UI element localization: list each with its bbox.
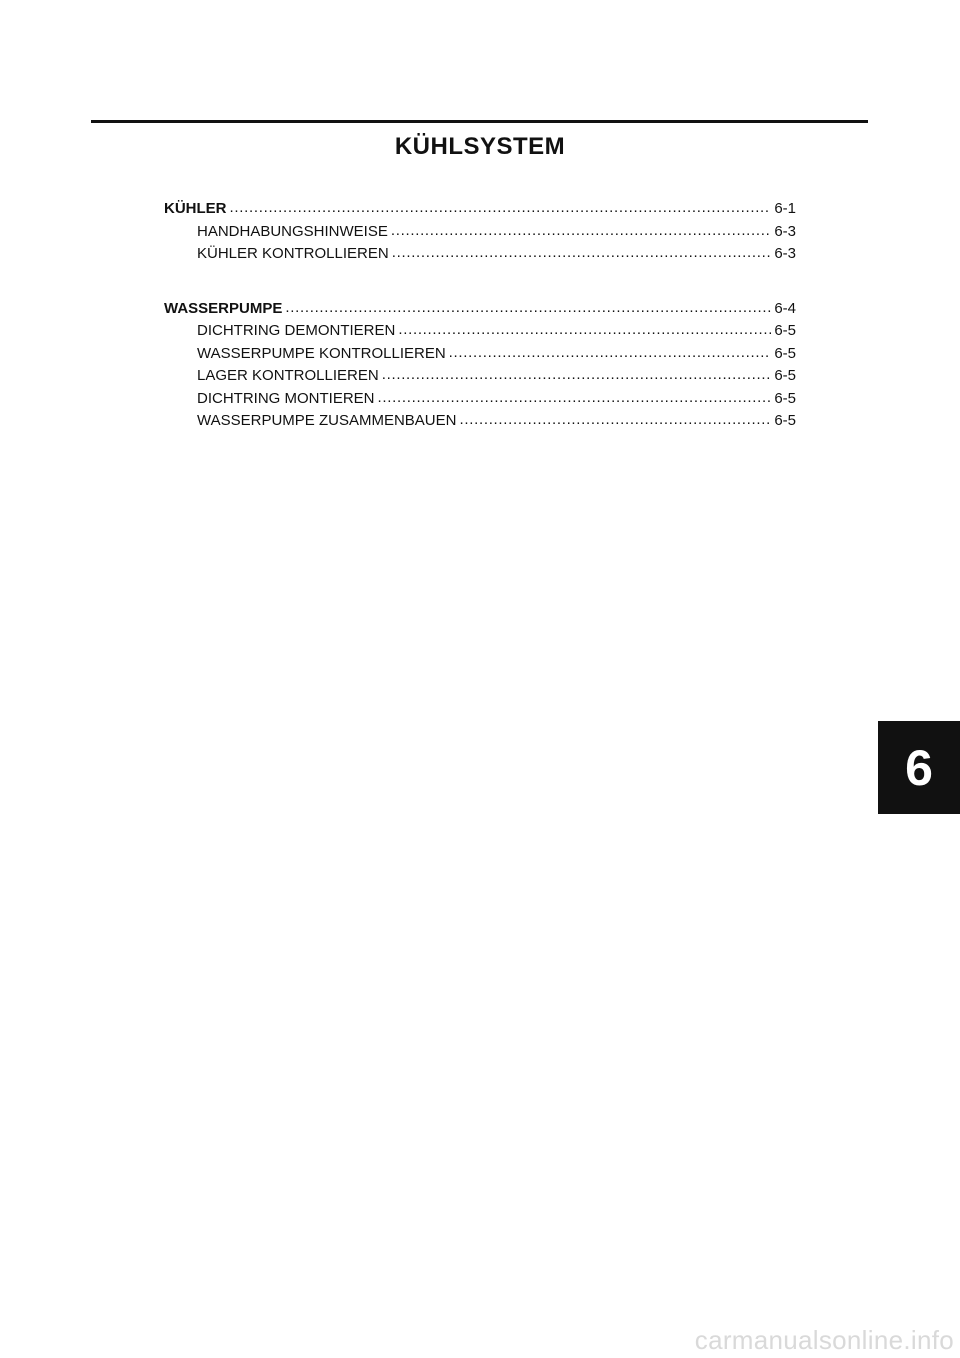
dot-leader [285, 297, 771, 320]
toc-entry-page: 6-5 [774, 412, 796, 429]
toc-entry-page: 6-3 [774, 222, 796, 240]
toc-section-kuehler [164, 198, 796, 266]
toc-entry-label: WASSERPUMPE [164, 299, 283, 317]
toc-section-wasserpumpe [164, 298, 796, 433]
dot-leader [382, 364, 772, 387]
dot-leader [398, 319, 771, 342]
toc-entry-page: 6-5 [774, 389, 796, 407]
toc-entry-page: 6-5 [774, 367, 796, 384]
dot-leader [230, 197, 772, 220]
header-rule [91, 120, 868, 123]
toc-entry-label: HANDHABUNGSHINWEISE [197, 222, 388, 240]
toc-entry-page: 6-1 [774, 200, 796, 217]
chapter-number: 6 [905, 739, 933, 796]
page-title: KÜHLSYSTEM [394, 133, 566, 160]
toc-entry-lager-kontrollieren[interactable] [164, 365, 796, 388]
dot-leader [391, 220, 771, 243]
table-of-contents [164, 198, 796, 433]
toc-entry-dichtring-montieren[interactable] [164, 388, 796, 411]
toc-entry-label: WASSERPUMPE KONTROLLIEREN [197, 344, 446, 362]
toc-entry-wasserpumpe-zusammenbauen[interactable] [164, 410, 796, 433]
toc-entry-label: LAGER KONTROLLIEREN [197, 367, 379, 384]
toc-entry-page: 6-4 [774, 299, 796, 317]
toc-entry-page: 6-5 [774, 344, 796, 362]
dot-leader [449, 342, 772, 365]
toc-entry-label: DICHTRING MONTIEREN [197, 389, 375, 407]
toc-entry-label: KÜHLER [164, 200, 227, 217]
chapter-tab [878, 721, 960, 814]
toc-entry-dichtring-demontieren[interactable] [164, 320, 796, 343]
toc-entry-label: DICHTRING DEMONTIEREN [197, 322, 396, 339]
toc-entry-kuehler-kontrollieren[interactable] [164, 243, 796, 266]
toc-entry-label: KÜHLER KONTROLLIEREN [197, 245, 389, 262]
dot-leader [392, 242, 772, 265]
toc-entry-handhabungshinweise[interactable] [164, 221, 796, 244]
dot-leader [459, 409, 771, 432]
toc-entry-wasserpumpe[interactable] [164, 298, 796, 321]
toc-entry-page: 6-5 [774, 322, 796, 339]
toc-entry-wasserpumpe-kontrollieren[interactable] [164, 343, 796, 366]
dot-leader [378, 387, 772, 410]
toc-entry-label: WASSERPUMPE ZUSAMMENBAUEN [197, 412, 457, 429]
toc-entry-page: 6-3 [774, 245, 796, 262]
toc-entry-kuehler[interactable] [164, 198, 796, 221]
watermark: carmanualsonline.info [694, 1325, 954, 1355]
